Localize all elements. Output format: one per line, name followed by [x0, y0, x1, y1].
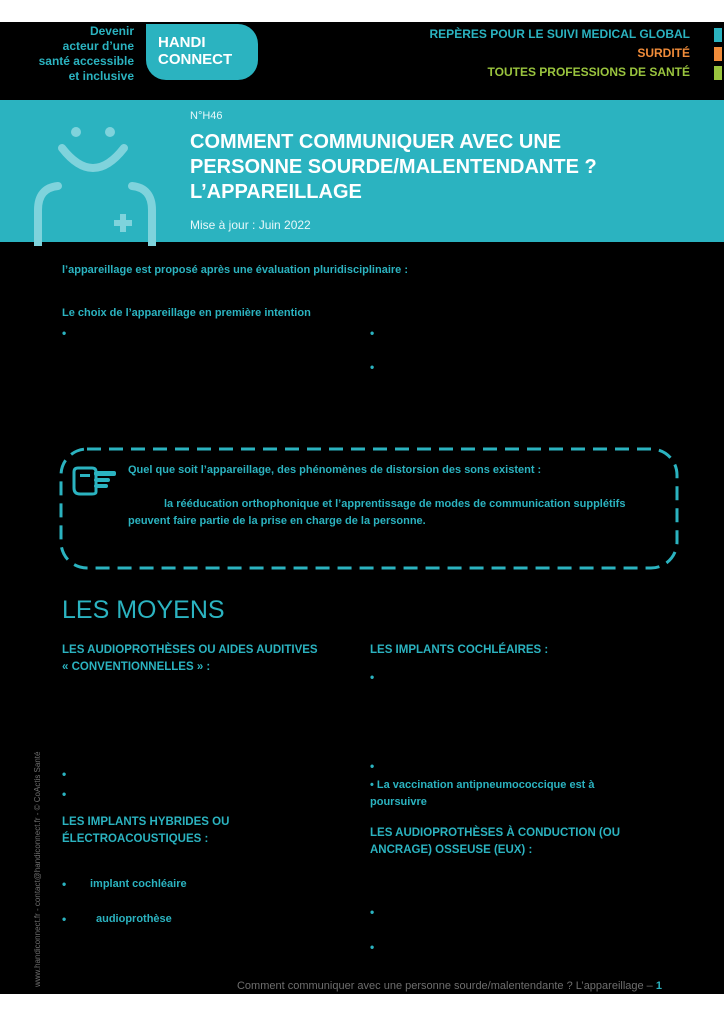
page-title — [190, 130, 690, 205]
handiconnect-logo — [146, 24, 258, 80]
callout-line1: Quel que soit l’appareillage, des phénomènes de distorsion des sons existent : — [128, 464, 542, 476]
smiling-person-icon — [32, 110, 162, 246]
heading-line: LES AUDIOPROTHÈSES À CONDUCTION (OU — [370, 827, 621, 839]
side-credits: www.handiconnect.fr - contact@handiconnect.fr - © CoActis Santé — [33, 751, 42, 987]
heading-implants-hybrides — [62, 814, 229, 848]
title-line: COMMENT COMMUNIQUER AVEC UNE — [190, 131, 562, 153]
tagline-line: acteur d’une — [62, 39, 134, 53]
category-surdite: SURDITÉ — [637, 46, 690, 60]
vaccination-note — [370, 777, 595, 811]
title-banner — [0, 100, 724, 242]
document-page — [0, 22, 724, 994]
bullet: • — [370, 326, 375, 340]
logo-line: HANDI — [158, 34, 206, 51]
bullet: • — [62, 767, 67, 781]
title-line: L’APPAREILLAGE — [190, 181, 362, 203]
heading-line: « CONVENTIONNELLES » : — [62, 661, 211, 673]
tagline-line: santé accessible — [38, 54, 134, 68]
heading-line: ÉLECTROACOUSTIQUES : — [62, 833, 209, 845]
list-item-implant: implant cochléaire — [90, 878, 187, 890]
bullet: • — [370, 670, 375, 684]
bullet: • — [370, 759, 375, 773]
document-code: N°H46 — [190, 110, 223, 122]
heading-audioprotheses — [62, 642, 318, 676]
category-suivi-medical: REPÈRES POUR LE SUIVI MEDICAL GLOBAL — [429, 27, 690, 41]
heading-conduction-osseuse — [370, 825, 620, 859]
heading-line: LES IMPLANTS HYBRIDES OU — [62, 816, 230, 828]
section-title-moyens: LES MOYENS — [62, 596, 225, 624]
tagline — [20, 24, 134, 84]
category-color-bar — [714, 28, 722, 42]
tagline-line: et inclusive — [68, 69, 134, 83]
heading-line: ANCRAGE) OSSEUSE (EUX) : — [370, 844, 533, 856]
bullet: • — [62, 787, 67, 801]
page-number: 1 — [655, 980, 662, 992]
logo-line: CONNECT — [158, 51, 233, 68]
heading-implants-cochleaires: LES IMPLANTS COCHLÉAIRES : — [370, 644, 549, 656]
list-item-audioprothese: audioprothèse — [96, 913, 172, 925]
bullet: • — [370, 360, 375, 374]
note-line: poursuivre — [370, 796, 427, 808]
first-choice-paragraph: Le choix de l’appareillage en première intention — [62, 307, 311, 319]
category-professions: TOUTES PROFESSIONS DE SANTÉ — [487, 65, 690, 79]
callout-line2: la rééducation orthophonique et l’apprentissage de modes de communication supplétifs peuvent faire partie de la prise en charge de la personne. — [128, 498, 626, 527]
bullet: • — [62, 912, 67, 926]
page-footer — [237, 980, 662, 992]
tagline-line: Devenir — [89, 24, 134, 38]
bullet: • — [62, 326, 67, 340]
pointing-hand-icon — [72, 466, 118, 496]
bullet: • — [370, 905, 375, 919]
intro-paragraph: l’appareillage est proposé après une évaluation pluridisciplinaire : — [62, 264, 408, 276]
bullet: • — [370, 940, 375, 954]
bullet: • — [62, 877, 67, 891]
note-line: • La vaccination antipneumococcique est à — [370, 779, 595, 791]
category-color-bar — [714, 47, 722, 61]
update-date: Mise à jour : Juin 2022 — [190, 218, 311, 232]
title-line: PERSONNE SOURDE/MALENTENDANTE ? — [190, 156, 597, 178]
info-callout — [58, 446, 680, 571]
category-color-bar — [714, 66, 722, 80]
footer-text: Comment communiquer avec une personne sourde/malentendante ? L’appareillage – — [236, 980, 653, 992]
heading-line: LES AUDIOPROTHÈSES OU AIDES AUDITIVES — [62, 644, 318, 656]
header-categories — [430, 25, 706, 82]
